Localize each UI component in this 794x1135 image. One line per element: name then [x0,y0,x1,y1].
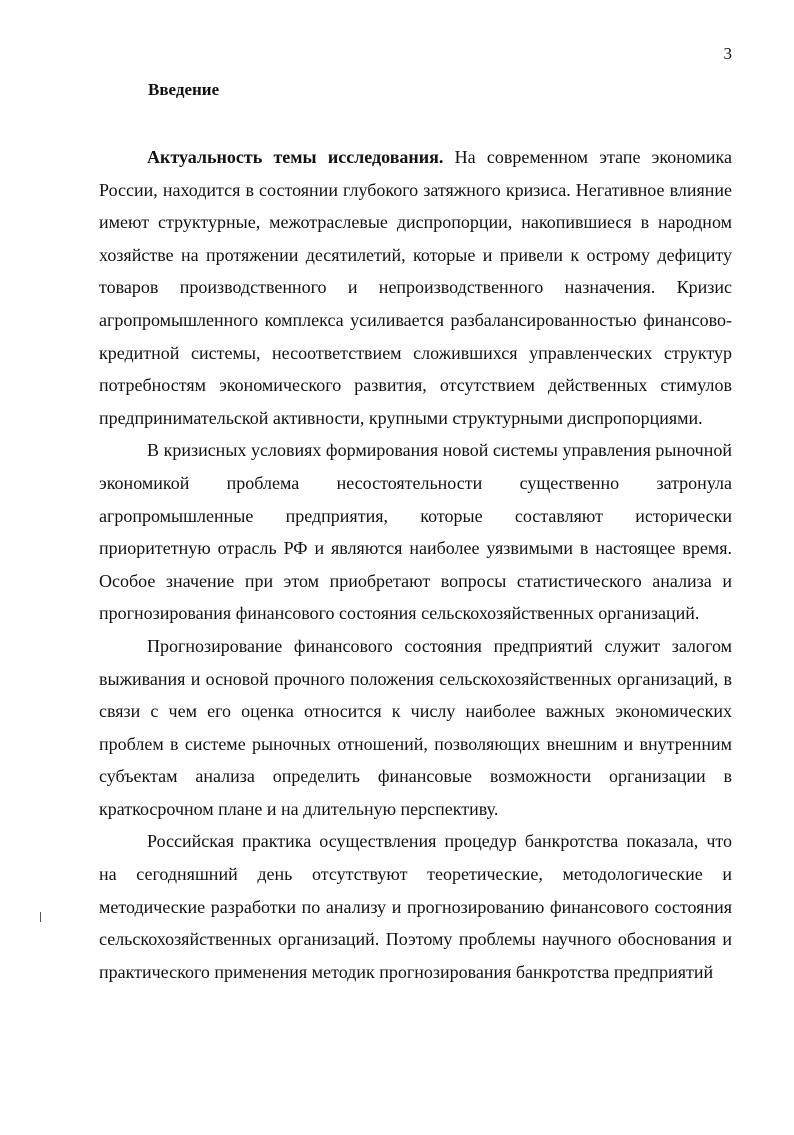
paragraph-crisis: В кризисных условиях формирования новой системы управления рыночной экономикой проблема несостоятельности существенно затронула агропромышленные предприятия, которые составляют исторически приоритетную отрасль РФ и являются наиболее уязвимыми в настоящее время. Особое значение при этом приобретают вопросы статистического анализа и прогнозирования финансового состояния сельскохозяйственных организаций. [99,440,732,624]
body-text [99,141,732,988]
paragraph-forecasting: Прогнозирование финансового состояния предприятий служит залогом выживания и основой прочного положения сельскохозяйственных организаций, в связи с чем его оценка относится к числу наиболее важных экономических проблем в системе рыночных отношений, позволяющих внешним и внутренним субъектам анализа определить финансовые возможности организации в краткосрочном плане и на длительную перспективу. [99,635,732,819]
margin-mark [40,912,41,922]
paragraph-lead: Актуальность темы исследования. [147,147,444,167]
paragraph-bankruptcy-practice: Российская практика осуществления процедур банкротства показала, что на сегодняшний день отсутствуют теоретические, методологические и методические разработки по анализу и прогнозированию финансового состояния сельскохозяйственных организаций. Поэтому проблемы научного обоснования и практического применения методик прогнозирования банкротства предприятий [99,831,732,982]
paragraph-relevance [99,141,732,434]
section-heading: Введение [148,80,220,99]
page-number: 3 [723,44,732,63]
paragraph-text: На современном этапе экономика России, находится в состоянии глубокого затяжного кризиса. Негативное влияние имеют структурные, межотраслевые диспропорции, накопившиеся в народном хозяйстве на протяжении десятилетий, которые и привели к острому дефициту товаров производственного и непроизводственного назначения. Кризис агропромышленного комплекса усиливается разбалансированностью финансово-кредитной системы, несоответствием сложившихся управленческих структур потребностям экономического развития, отсутствием действенных стимулов предпринимательской активности, крупными структурными диспропорциями. [99,147,732,428]
